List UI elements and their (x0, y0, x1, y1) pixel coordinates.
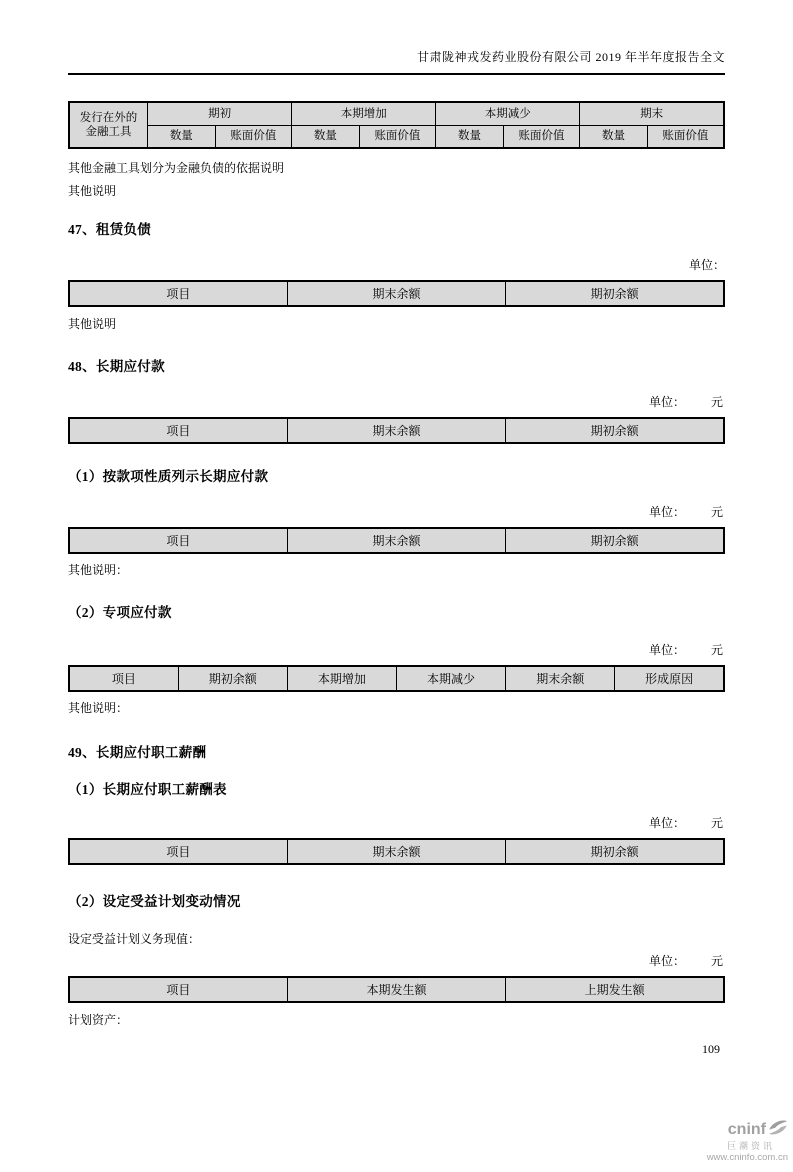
note-other: 其他说明 (68, 317, 117, 331)
report-page (0, 50, 793, 1172)
col-header-closing-balance: 期末余额 (287, 418, 505, 443)
section-49-heading: 49、长期应付职工薪酬 (68, 745, 207, 760)
col-header-item: 项目 (69, 839, 287, 864)
payables-by-nature-table (68, 527, 725, 554)
col-header-closing-balance: 期末余额 (506, 666, 615, 691)
lease-liabilities-table (68, 280, 725, 307)
note-other: 其他说明： (68, 563, 129, 577)
defined-benefit-plan-table (68, 976, 725, 1003)
sub-header-qty: 数量 (292, 125, 359, 148)
section-48-2-heading: （2）专项应付款 (68, 605, 172, 620)
special-payables-table (68, 665, 725, 692)
col-header-closing-balance: 期末余额 (287, 839, 505, 864)
unit-label: 单位： (648, 816, 685, 830)
group-header-increase: 本期增加 (292, 102, 436, 125)
cninfo-logo (707, 1119, 788, 1164)
col-header-item: 项目 (69, 418, 287, 443)
sub-header-book-value: 账面价值 (215, 125, 292, 148)
col-header-item: 项目 (69, 281, 287, 306)
col-header-formation-reason: 形成原因 (615, 666, 724, 691)
unit-label: 单位： (688, 258, 725, 272)
note-plan-assets: 计划资产： (68, 1013, 129, 1027)
long-term-payables-table (68, 417, 725, 444)
unit-label: 单位： (648, 954, 685, 968)
note-other: 其他说明 (68, 184, 117, 198)
col-header-opening-balance: 期初余额 (506, 839, 724, 864)
note-financial-liability-basis: 其他金融工具划分为金融负债的依据说明 (68, 161, 285, 175)
col-header-increase: 本期增加 (287, 666, 396, 691)
col-header-item: 项目 (69, 977, 287, 1002)
group-header-opening: 期初 (148, 102, 292, 125)
col-header-prior-period: 上期发生额 (506, 977, 724, 1002)
group-header-closing: 期末 (580, 102, 724, 125)
section-48-heading: 48、长期应付款 (68, 359, 165, 374)
unit-row (68, 816, 725, 831)
sub-header-qty: 数量 (148, 125, 215, 148)
unit-value: 元 (711, 816, 724, 830)
unit-value: 元 (711, 505, 724, 519)
section-47-heading: 47、租赁负债 (68, 222, 152, 237)
col-header-closing-balance: 期末余额 (287, 281, 505, 306)
unit-row (68, 954, 725, 969)
page-number: 109 (702, 1042, 720, 1056)
cninfo-logo-top (707, 1119, 788, 1141)
col-header-closing-balance: 期末余额 (287, 528, 505, 553)
sub-header-qty: 数量 (580, 125, 647, 148)
col-header-item: 项目 (69, 666, 178, 691)
unit-label: 单位： (648, 643, 685, 657)
long-term-employee-comp-table (68, 838, 725, 865)
cninfo-swirl-icon (768, 1119, 788, 1141)
unit-value: 元 (711, 643, 724, 657)
unit-row (68, 643, 725, 658)
section-49-2-heading: （2）设定受益计划变动情况 (68, 894, 241, 909)
col-header-item: 项目 (69, 528, 287, 553)
note-defined-benefit-obligation: 设定受益计划义务现值： (68, 932, 201, 946)
section-48-1-heading: （1）按款项性质列示长期应付款 (68, 469, 269, 484)
financial-instruments-table (68, 101, 725, 149)
corner-header-line2: 金融工具 (85, 126, 132, 138)
group-header-decrease: 本期减少 (436, 102, 580, 125)
sub-header-book-value: 账面价值 (503, 125, 580, 148)
unit-row (68, 395, 725, 410)
sub-header-qty: 数量 (436, 125, 503, 148)
col-header-current-period: 本期发生额 (287, 977, 505, 1002)
cninfo-brand-text: cninf (727, 1121, 766, 1138)
col-header-opening-balance: 期初余额 (506, 281, 724, 306)
unit-row (68, 505, 725, 520)
col-header-decrease: 本期减少 (396, 666, 505, 691)
col-header-opening-balance: 期初余额 (506, 418, 724, 443)
unit-value: 元 (711, 395, 724, 409)
cninfo-chinese-name: 巨潮资讯 (726, 1141, 775, 1151)
col-header-opening-balance: 期初余额 (178, 666, 287, 691)
unit-label: 单位： (648, 395, 685, 409)
unit-label: 单位： (648, 505, 685, 519)
col-header-opening-balance: 期初余额 (506, 528, 724, 553)
document-header-title: 甘肃陇神戎发药业股份有限公司 2019 年半年度报告全文 (68, 50, 725, 75)
sub-header-book-value: 账面价值 (359, 125, 436, 148)
cninfo-url: www.cninfo.com.cn (706, 1152, 788, 1163)
note-other: 其他说明： (68, 701, 129, 715)
unit-value: 元 (711, 954, 724, 968)
corner-header-line1: 发行在外的 (79, 112, 138, 124)
section-49-1-heading: （1）长期应付职工薪酬表 (68, 782, 227, 797)
sub-header-book-value: 账面价值 (647, 125, 724, 148)
corner-header-cell (69, 102, 148, 148)
unit-row (68, 258, 725, 273)
